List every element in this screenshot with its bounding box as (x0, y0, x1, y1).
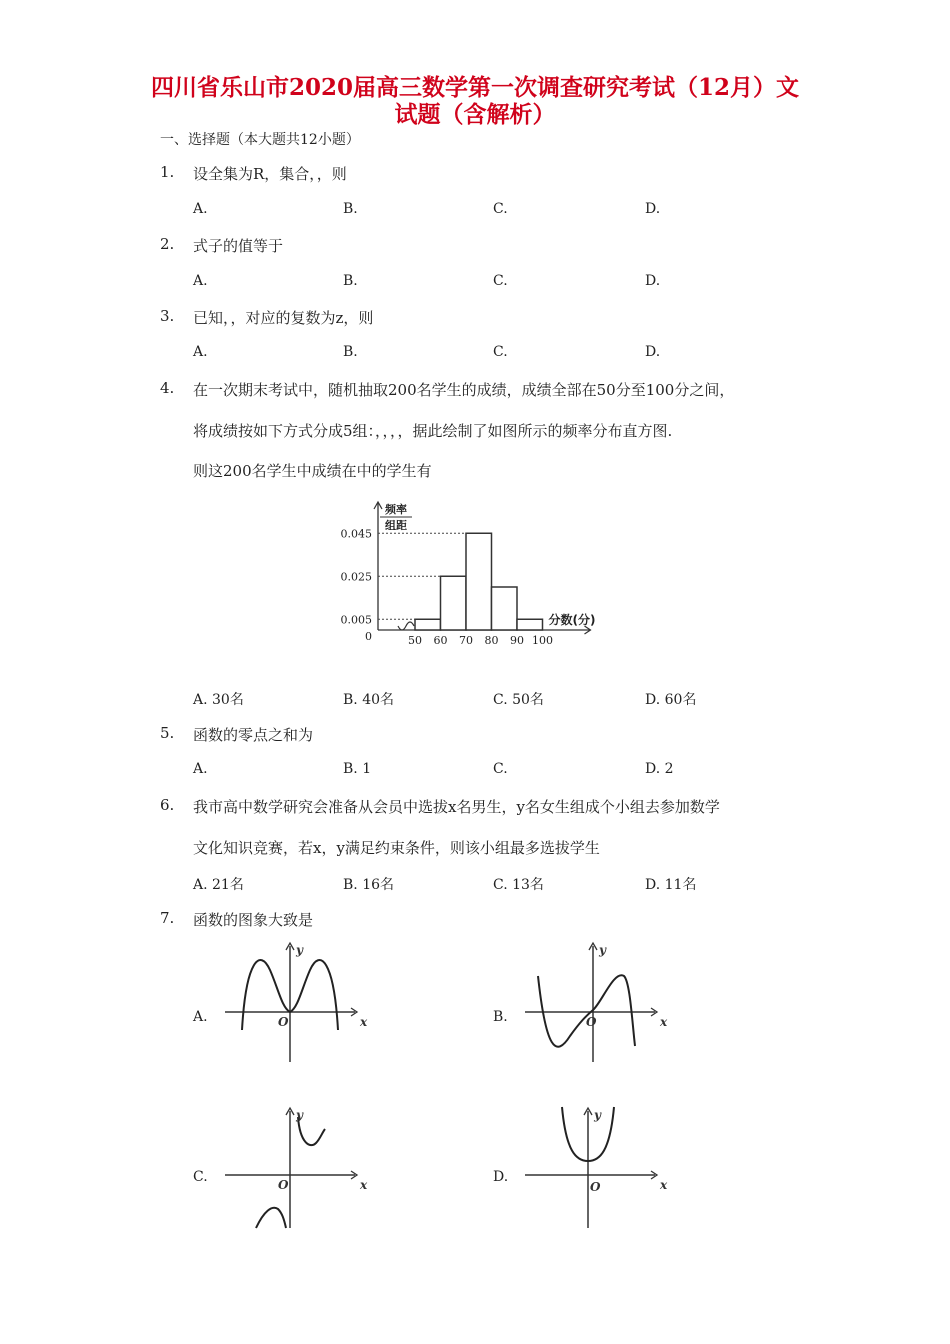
option-a[interactable]: A. (193, 344, 208, 360)
y-tick-label: 0.045 (340, 527, 372, 541)
option-d[interactable]: D. 2 (645, 761, 674, 777)
question-text: 已知，，对应的复数为z，则 (193, 309, 374, 327)
option-b[interactable]: B. (343, 273, 358, 289)
option-a[interactable]: A. 21名 (193, 877, 244, 893)
option-a[interactable]: A. (193, 1009, 208, 1025)
question-text: 函数的图象大致是 (193, 911, 314, 929)
option-b[interactable]: B. 40名 (343, 692, 395, 708)
y-axis-label: y (296, 943, 303, 957)
question-number: 6. (160, 796, 175, 814)
option-b[interactable]: B. 1 (343, 761, 372, 777)
histogram-bar (517, 619, 543, 630)
option-c[interactable]: C. 50名 (493, 692, 544, 708)
graph-option-a[interactable] (220, 940, 370, 1065)
histogram-bar (441, 576, 467, 630)
question-number: 5. (160, 724, 175, 742)
question-number: 3. (160, 307, 175, 325)
option-b[interactable]: B. (343, 344, 358, 360)
question-text: 则这200名学生中成绩在中的学生有 (193, 462, 432, 480)
document-title-line-1: 四川省乐山市2020届高三数学第一次调查研究考试（12月）文 (150, 74, 800, 101)
x-axis-label: x (660, 1015, 668, 1029)
question-number: 1. (160, 163, 175, 181)
histogram-bar (466, 533, 492, 630)
option-d[interactable]: D. 11名 (645, 877, 697, 893)
option-d[interactable]: D. (645, 201, 661, 217)
option-a[interactable]: A. (193, 761, 208, 777)
question-number: 4. (160, 379, 175, 397)
x-axis-label: x (360, 1178, 368, 1192)
histogram-bar (492, 587, 518, 630)
x-tick-label: 70 (459, 634, 473, 647)
histogram-bars (415, 533, 543, 630)
x-axis-label: x (360, 1015, 368, 1029)
histogram-bar (415, 619, 441, 630)
option-b[interactable]: B. 16名 (343, 877, 395, 893)
question-text: 函数的零点之和为 (193, 726, 314, 744)
question-text: 将成绩按如下方式分成5组：，，，，据此绘制了如图所示的频率分布直方图. (193, 422, 673, 440)
section-heading: 一、选择题（本大题共12小题） (160, 132, 360, 148)
option-c[interactable]: C. (493, 761, 508, 777)
question-number: 7. (160, 909, 175, 927)
y-axis-title-numerator: 频率 (385, 503, 407, 516)
option-c[interactable]: C. 13名 (493, 877, 544, 893)
x-axis-label: x (660, 1178, 668, 1192)
option-c[interactable]: C. (493, 344, 508, 360)
y-tick-label: 0.025 (340, 570, 372, 584)
x-tick-label: 60 (433, 634, 448, 647)
option-c[interactable]: C. (493, 201, 508, 217)
y-axis-label: y (599, 943, 606, 957)
option-b[interactable]: B. (493, 1009, 508, 1025)
y-axis-title-denominator: 组距 (385, 519, 407, 532)
origin-label: O (586, 1015, 597, 1029)
axis-break-symbol (398, 622, 414, 630)
origin-label: O (278, 1178, 289, 1192)
x-tick-label: 50 (408, 634, 422, 647)
option-d[interactable]: D. (493, 1169, 509, 1185)
graph-option-d[interactable] (520, 1105, 670, 1230)
option-c[interactable]: C. (193, 1169, 208, 1185)
origin-label: 0 (365, 630, 372, 643)
y-axis-label: y (296, 1108, 303, 1122)
option-a[interactable]: A. 30名 (193, 692, 244, 708)
question-number: 2. (160, 235, 175, 253)
y-axis-label: y (594, 1108, 601, 1122)
document-title-line-2: 试题（含解析） (394, 101, 556, 128)
question-text: 文化知识竞赛，若x，y满足约束条件，则该小组最多选拔学生 (193, 839, 600, 857)
question-text: 设全集为R，集合，，则 (193, 165, 347, 183)
option-d[interactable]: D. 60名 (645, 692, 697, 708)
graph-option-b[interactable] (520, 940, 670, 1065)
origin-label: O (590, 1180, 601, 1194)
option-b[interactable]: B. (343, 201, 358, 217)
function-curve (538, 975, 635, 1046)
origin-label: O (278, 1015, 289, 1029)
frequency-histogram (330, 495, 630, 660)
option-d[interactable]: D. (645, 344, 661, 360)
option-a[interactable]: A. (193, 201, 208, 217)
graph-option-c[interactable] (220, 1105, 370, 1230)
option-c[interactable]: C. (493, 273, 508, 289)
question-text: 式子的值等于 (193, 237, 284, 255)
option-a[interactable]: A. (193, 273, 208, 289)
x-tick-label: 100 (532, 634, 553, 647)
question-text: 我市高中数学研究会准备从会员中选拔x名男生，y名女生组成个小组去参加数学 (193, 798, 720, 816)
y-tick-label: 0.005 (340, 613, 372, 627)
x-axis-title: 分数(分) (548, 613, 596, 627)
option-d[interactable]: D. (645, 273, 661, 289)
x-tick-label: 80 (484, 634, 499, 647)
x-tick-label: 90 (510, 634, 524, 647)
question-text: 在一次期末考试中，随机抽取200名学生的成绩，成绩全部在50分至100分之间， (193, 381, 735, 399)
function-curve-left-branch (256, 1208, 286, 1228)
